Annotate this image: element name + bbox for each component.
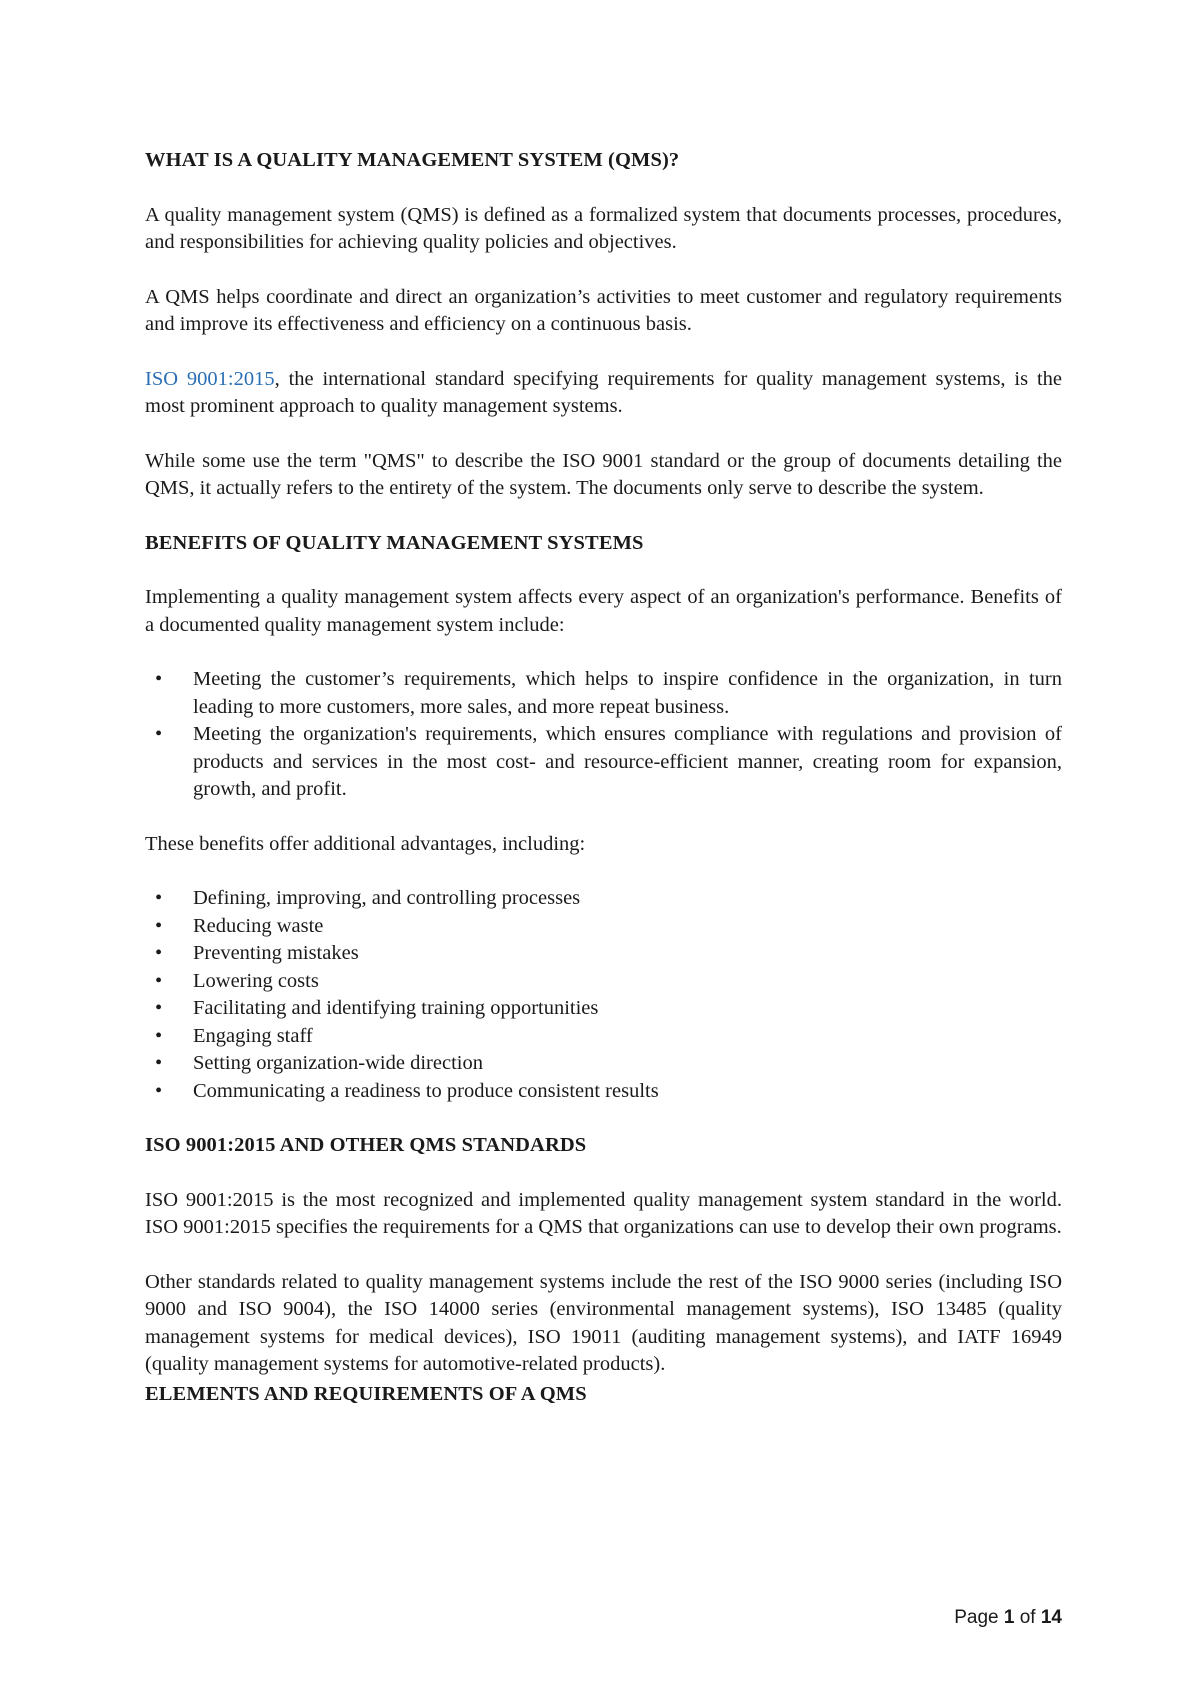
bullet-icon: • [155,1052,163,1074]
paragraph: Implementing a quality management system affects every aspect of an organization's performance. Benefits of a documented quality management system include: [145,586,1062,636]
paragraph: A quality management system (QMS) is defined as a formalized system that documents processes, procedures, and responsibilities for achieving quality policies and objectives. [145,203,1062,253]
bullet-icon: • [155,887,163,909]
document-content [145,147,1062,1435]
total-pages: 14 [1040,1607,1062,1628]
page-footer [954,1607,1062,1629]
bullet-icon: • [155,668,163,690]
page-label: Page [954,1607,999,1628]
paragraph: Other standards related to quality management systems include the rest of the ISO 9000 series (including ISO 9000 and ISO 9004), the ISO 14000 series (environmental management systems), ISO 13485 (quality management systems for medical devices), ISO 19011 (auditing management systems), and IATF 16949 (quality management systems for automotive-related products). [145,1270,1062,1375]
list-item: • Setting organization-wide direction [145,1050,1062,1078]
bullet-icon: • [155,969,163,992]
list-item: • Reducing waste [145,913,1062,941]
section-heading-elements: ELEMENTS AND REQUIREMENTS OF A QMS [145,1382,587,1405]
list-item: • Meeting the organization's requirements, which ensures compliance with regulations and provision of products and services in the most cost- and resource-efficient manner, creating room for expansion, growth, and profit. [155,723,1062,800]
benefits-list [145,666,1062,804]
list-item: • Engaging staff [145,1023,1062,1051]
bullet-icon: • [155,723,163,745]
bullet-icon: • [155,914,163,937]
bullet-icon: • [155,1024,163,1047]
bullet-icon: • [155,997,163,1019]
paragraph: While some use the term "QMS" to describe the ISO 9001 standard or the group of documents detailing the QMS, it actually refers to the entirety of the system. The documents only serve to describe the system. [145,449,1062,499]
paragraph: ISO 9001:2015 is the most recognized and implemented quality management system standard in the world. ISO 9001:2015 specifies the requirements for a QMS that organizations can use to develop their own programs. [145,1188,1062,1238]
list-item: • Meeting the customer’s requirements, which helps to inspire confidence in the organization, in turn leading to more customers, more sales, and more repeat business. [155,668,1062,718]
section-heading-what-is-qms: WHAT IS A QUALITY MANAGEMENT SYSTEM (QMS)? [145,149,680,171]
paragraph: A QMS helps coordinate and direct an organization’s activities to meet customer and regulatory requirements and improve its effectiveness and efficiency on a continuous basis. [145,285,1062,335]
advantages-list [145,885,1062,1105]
paragraph [145,366,1062,421]
paragraph: These benefits offer additional advantages, including: [145,832,586,855]
paragraph-text: , the international standard specifying requirements for quality management systems, is the most prominent approach to quality management systems. [145,367,1062,417]
list-item: • Lowering costs [145,968,1062,996]
list-item: • Facilitating and identifying training opportunities [145,995,1062,1023]
iso-9001-link[interactable]: ISO 9001:2015 [145,367,275,390]
page-number: 1 [1003,1607,1015,1628]
list-item: • Communicating a readiness to produce consistent results [145,1078,1062,1106]
bullet-icon: • [155,1079,163,1102]
bullet-icon: • [155,942,163,964]
list-item: • Preventing mistakes [145,940,1062,968]
section-heading-iso-standards: ISO 9001:2015 AND OTHER QMS STANDARDS [145,1134,587,1156]
document-page [145,0,1062,1698]
section-heading-benefits: BENEFITS OF QUALITY MANAGEMENT SYSTEMS [145,531,644,554]
of-label: of [1019,1607,1036,1628]
list-item: • Defining, improving, and controlling processes [145,885,1062,913]
